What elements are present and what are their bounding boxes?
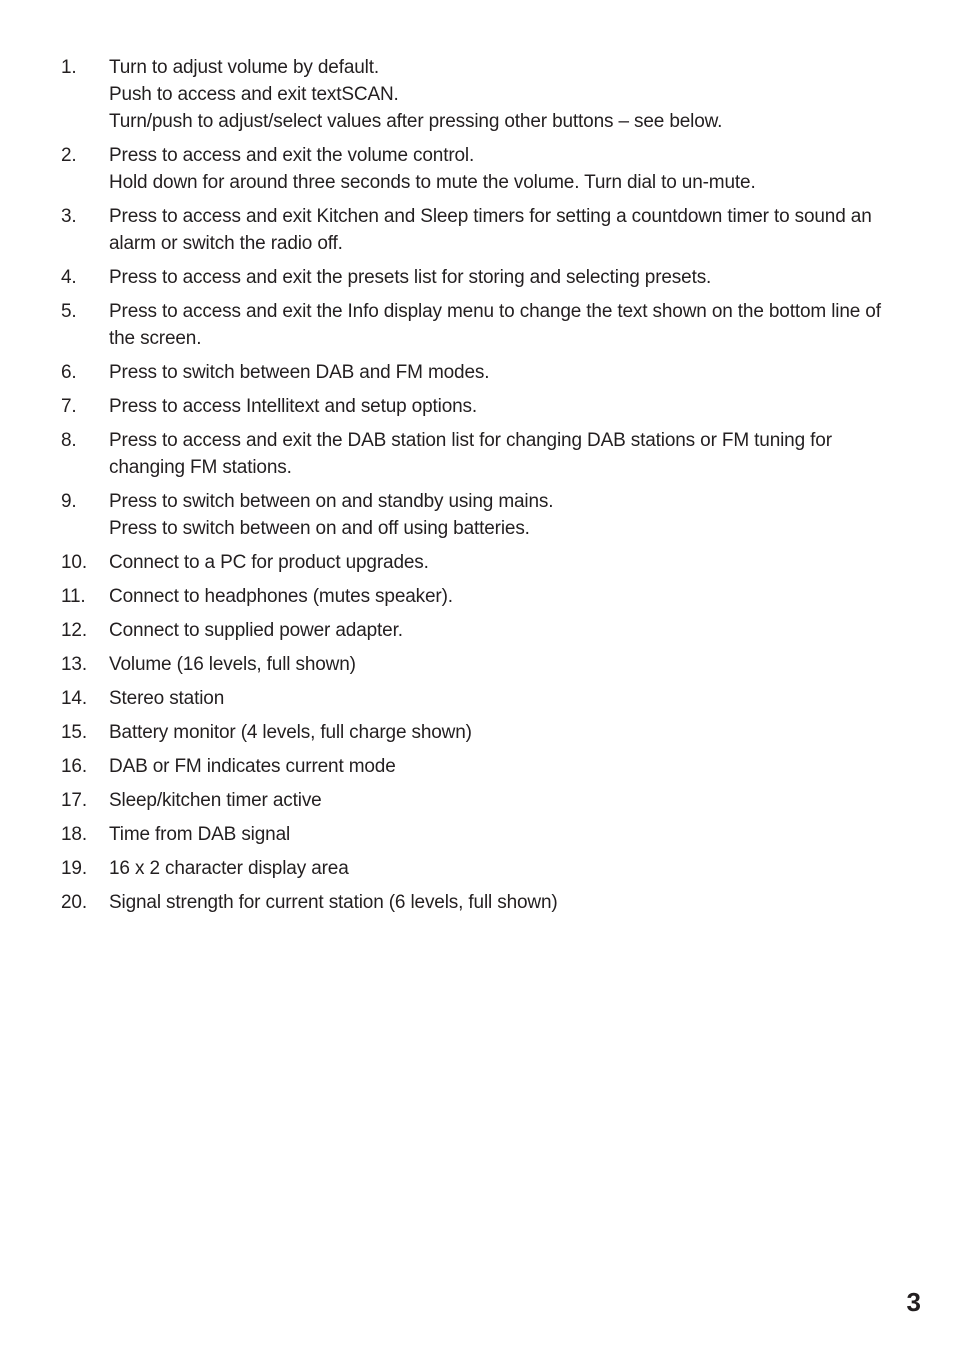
list-item-line: Signal strength for current station (6 levels, full shown) xyxy=(109,892,558,913)
list-item xyxy=(61,583,911,610)
list-item-line: Press to switch between on and standby using mains. xyxy=(109,491,554,512)
list-item-text xyxy=(109,617,911,644)
list-item-number: 10. xyxy=(61,552,87,573)
list-item-text xyxy=(109,651,911,678)
list-item-number: 8. xyxy=(61,430,77,451)
list-item-number: 2. xyxy=(61,145,77,166)
list-item xyxy=(61,685,911,712)
list-item-number: 15. xyxy=(61,722,87,743)
list-item xyxy=(61,719,911,746)
list-item xyxy=(61,651,911,678)
list-item-text xyxy=(109,393,911,420)
list-item xyxy=(61,855,911,882)
list-item-number: 5. xyxy=(61,301,77,322)
list-item-number: 14. xyxy=(61,688,87,709)
list-item xyxy=(61,427,911,481)
list-item-number: 11. xyxy=(61,586,86,607)
list-item-text xyxy=(109,549,911,576)
list-item-line: Turn to adjust volume by default. xyxy=(109,57,379,78)
list-item-line: DAB or FM indicates current mode xyxy=(109,756,396,777)
list-item xyxy=(61,142,911,196)
list-item-line: Press to access and exit Kitchen and Sleep timers for setting a countdown timer to sound an alarm or switch the radio off. xyxy=(109,206,872,254)
list-item-text xyxy=(109,264,911,291)
list-item-number: 7. xyxy=(61,396,77,417)
list-item-line: Connect to a PC for product upgrades. xyxy=(109,552,429,573)
list-item xyxy=(61,787,911,814)
list-item-text xyxy=(109,719,911,746)
list-item-text xyxy=(109,488,911,542)
list-item-text xyxy=(109,855,911,882)
list-item-line: Press to access and exit the DAB station list for changing DAB stations or FM tuning for changing FM stations. xyxy=(109,430,832,478)
list-item-line: Sleep/kitchen timer active xyxy=(109,790,322,811)
list-item xyxy=(61,821,911,848)
list-item-text xyxy=(109,685,911,712)
list-item-number: 17. xyxy=(61,790,87,811)
list-item-line: Hold down for around three seconds to mute the volume. Turn dial to un-mute. xyxy=(109,172,756,193)
list-item-number: 20. xyxy=(61,892,87,913)
numbered-list xyxy=(61,54,911,923)
list-item-text xyxy=(109,821,911,848)
list-item xyxy=(61,753,911,780)
list-item-line: Battery monitor (4 levels, full charge shown) xyxy=(109,722,472,743)
list-item-number: 9. xyxy=(61,491,77,512)
list-item xyxy=(61,203,911,257)
list-item-text xyxy=(109,787,911,814)
list-item xyxy=(61,889,911,916)
list-item-line: Push to access and exit textSCAN. xyxy=(109,84,399,105)
list-item-line: Press to access Intellitext and setup options. xyxy=(109,396,478,417)
list-item-text xyxy=(109,298,911,352)
list-item-line: Press to switch between on and off using batteries. xyxy=(109,518,530,539)
list-item-line: Press to access and exit the volume control. xyxy=(109,145,475,166)
list-item xyxy=(61,549,911,576)
list-item xyxy=(61,488,911,542)
list-item-number: 19. xyxy=(61,858,87,879)
list-item-text xyxy=(109,427,911,481)
list-item-line: Connect to supplied power adapter. xyxy=(109,620,403,641)
list-item-text xyxy=(109,142,911,196)
list-item-number: 4. xyxy=(61,267,77,288)
list-item xyxy=(61,298,911,352)
list-item-line: Connect to headphones (mutes speaker). xyxy=(109,586,453,607)
list-item-line: Volume (16 levels, full shown) xyxy=(109,654,356,675)
list-item-text xyxy=(109,889,911,916)
list-item-number: 1. xyxy=(61,57,77,78)
list-item-line: Turn/push to adjust/select values after pressing other buttons – see below. xyxy=(109,111,723,132)
list-item xyxy=(61,54,911,135)
page-number: 3 xyxy=(906,1287,921,1317)
list-item-text xyxy=(109,359,911,386)
list-item-text xyxy=(109,583,911,610)
list-item xyxy=(61,393,911,420)
list-item-line: Press to access and exit the Info display menu to change the text shown on the bottom line of the screen. xyxy=(109,301,881,349)
list-item-text xyxy=(109,203,911,257)
list-item-text xyxy=(109,753,911,780)
list-item-text xyxy=(109,54,911,135)
list-item-number: 18. xyxy=(61,824,87,845)
list-item-line: Press to switch between DAB and FM modes. xyxy=(109,362,490,383)
list-item xyxy=(61,617,911,644)
list-item-line: Time from DAB signal xyxy=(109,824,291,845)
list-item xyxy=(61,264,911,291)
list-item-number: 3. xyxy=(61,206,77,227)
list-item-line: Stereo station xyxy=(109,688,225,709)
list-item-number: 6. xyxy=(61,362,77,383)
list-item xyxy=(61,359,911,386)
list-item-line: 16 x 2 character display area xyxy=(109,858,349,879)
list-item-line: Press to access and exit the presets list for storing and selecting presets. xyxy=(109,267,712,288)
list-item-number: 16. xyxy=(61,756,87,777)
list-item-number: 13. xyxy=(61,654,87,675)
list-item-number: 12. xyxy=(61,620,87,641)
